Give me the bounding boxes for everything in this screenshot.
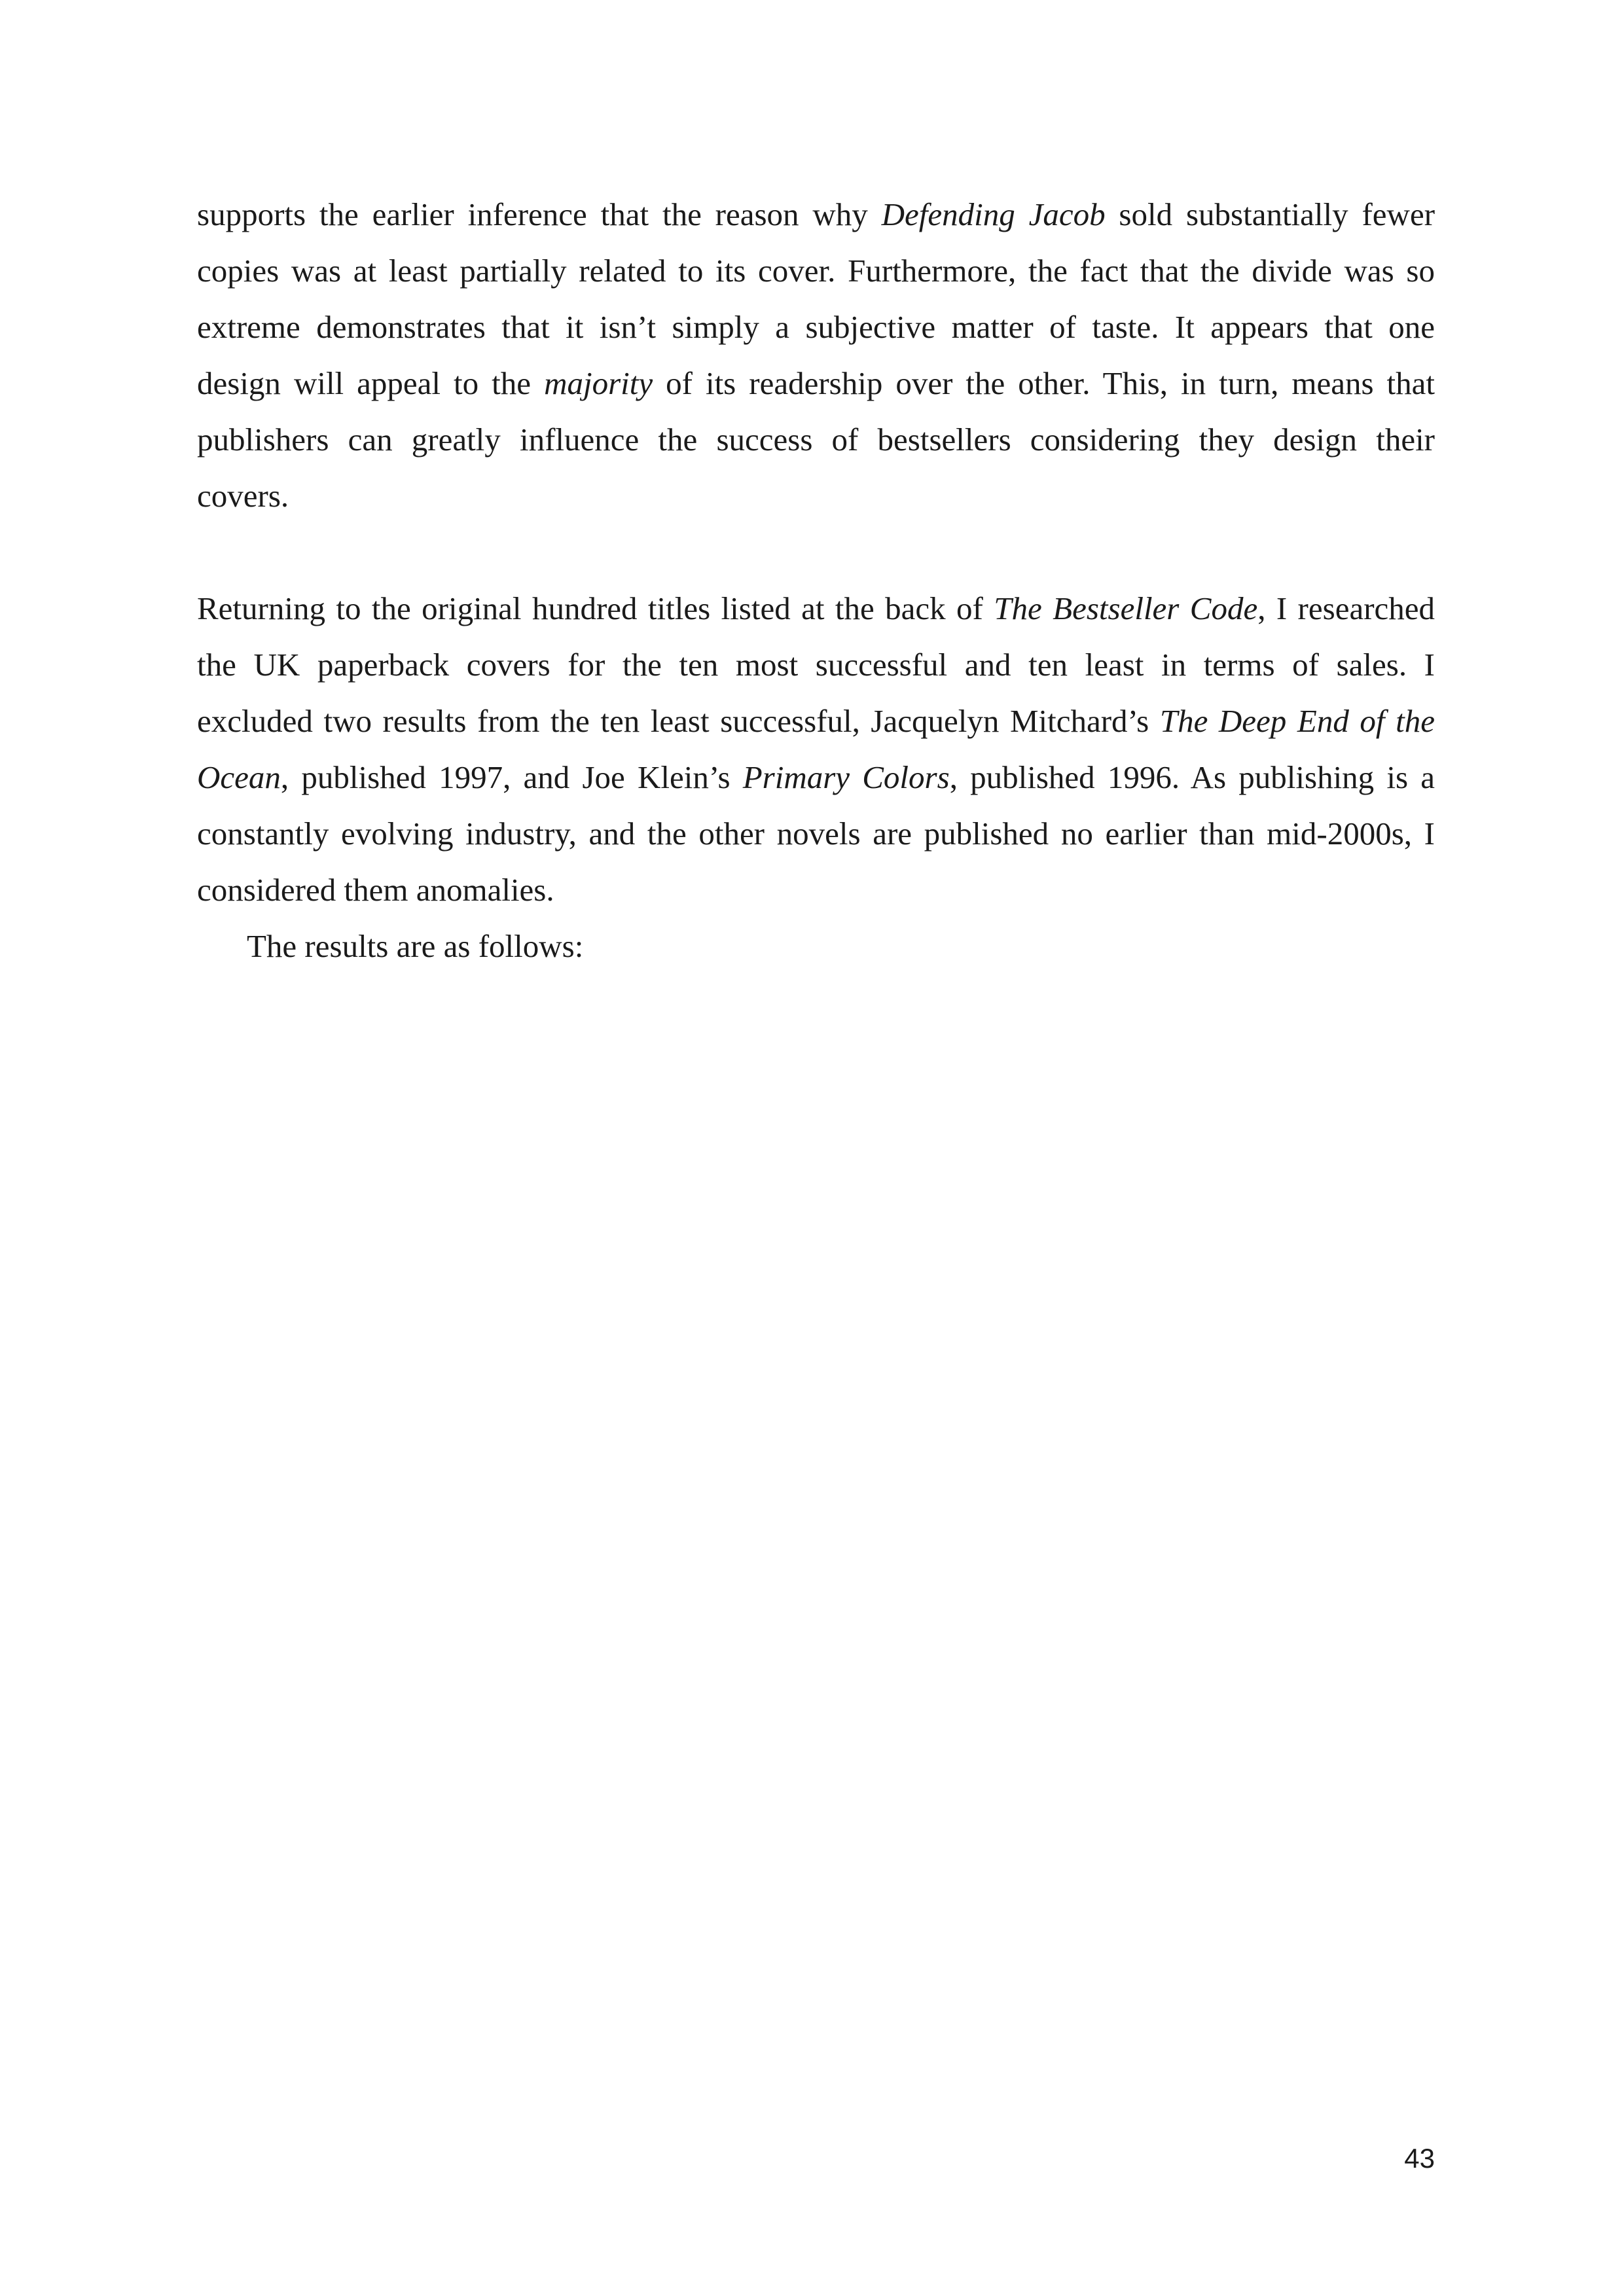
book-title-defending-jacob: Defending Jacob — [881, 196, 1106, 232]
paragraph-2-line-6: considered them anomalies. — [197, 872, 554, 908]
paragraph-1-line-2: copies was at least partially related to its cover. Furthermore, the fact that the divide was so — [197, 253, 1435, 289]
paragraph-2-line-4: Ocean, published 1997, and Joe Klein’s Primary Colors, published 1996. As publishing is a — [197, 759, 1435, 795]
book-title-the-deep-end-of-the-ocean-part-1: The Deep End of the — [1159, 703, 1435, 739]
book-title-the-bestseller-code: The Bestseller Code — [994, 590, 1258, 626]
page-number: 43 — [1404, 2143, 1435, 2174]
paragraph-2 — [197, 581, 1435, 918]
paragraph-2-line-3: excluded two results from the ten least successful, Jacquelyn Mitchard’s The Deep End of the — [197, 703, 1435, 739]
paragraph-3 — [197, 918, 1435, 975]
paragraph-1-line-5: publishers can greatly influence the success of bestsellers considering they design their — [197, 422, 1435, 457]
book-title-primary-colors: Primary Colors — [742, 759, 950, 795]
paragraph-1-line-4: design will appeal to the majority of its readership over the other. This, in turn, means that — [197, 365, 1435, 401]
emphasis-majority: majority — [544, 365, 653, 401]
paragraph-1-line-1: supports the earlier inference that the reason why Defending Jacob sold substantially fewer — [197, 196, 1435, 232]
paragraph-3-line-1: The results are as follows: — [247, 928, 584, 964]
book-title-the-deep-end-of-the-ocean-part-2: Ocean — [197, 759, 281, 795]
paragraph-1-line-3: extreme demonstrates that it isn’t simply a subjective matter of taste. It appears that one — [197, 309, 1435, 345]
paragraph-2-line-5: constantly evolving industry, and the other novels are published no earlier than mid-2000s, I — [197, 816, 1435, 852]
paragraph-1-line-6: covers. — [197, 478, 289, 514]
paragraph-2-line-2: the UK paperback covers for the ten most successful and ten least in terms of sales. I — [197, 647, 1435, 683]
paragraph-2-line-1: Returning to the original hundred titles listed at the back of The Bestseller Code, I researched — [197, 590, 1435, 626]
paragraph-1 — [197, 187, 1435, 524]
